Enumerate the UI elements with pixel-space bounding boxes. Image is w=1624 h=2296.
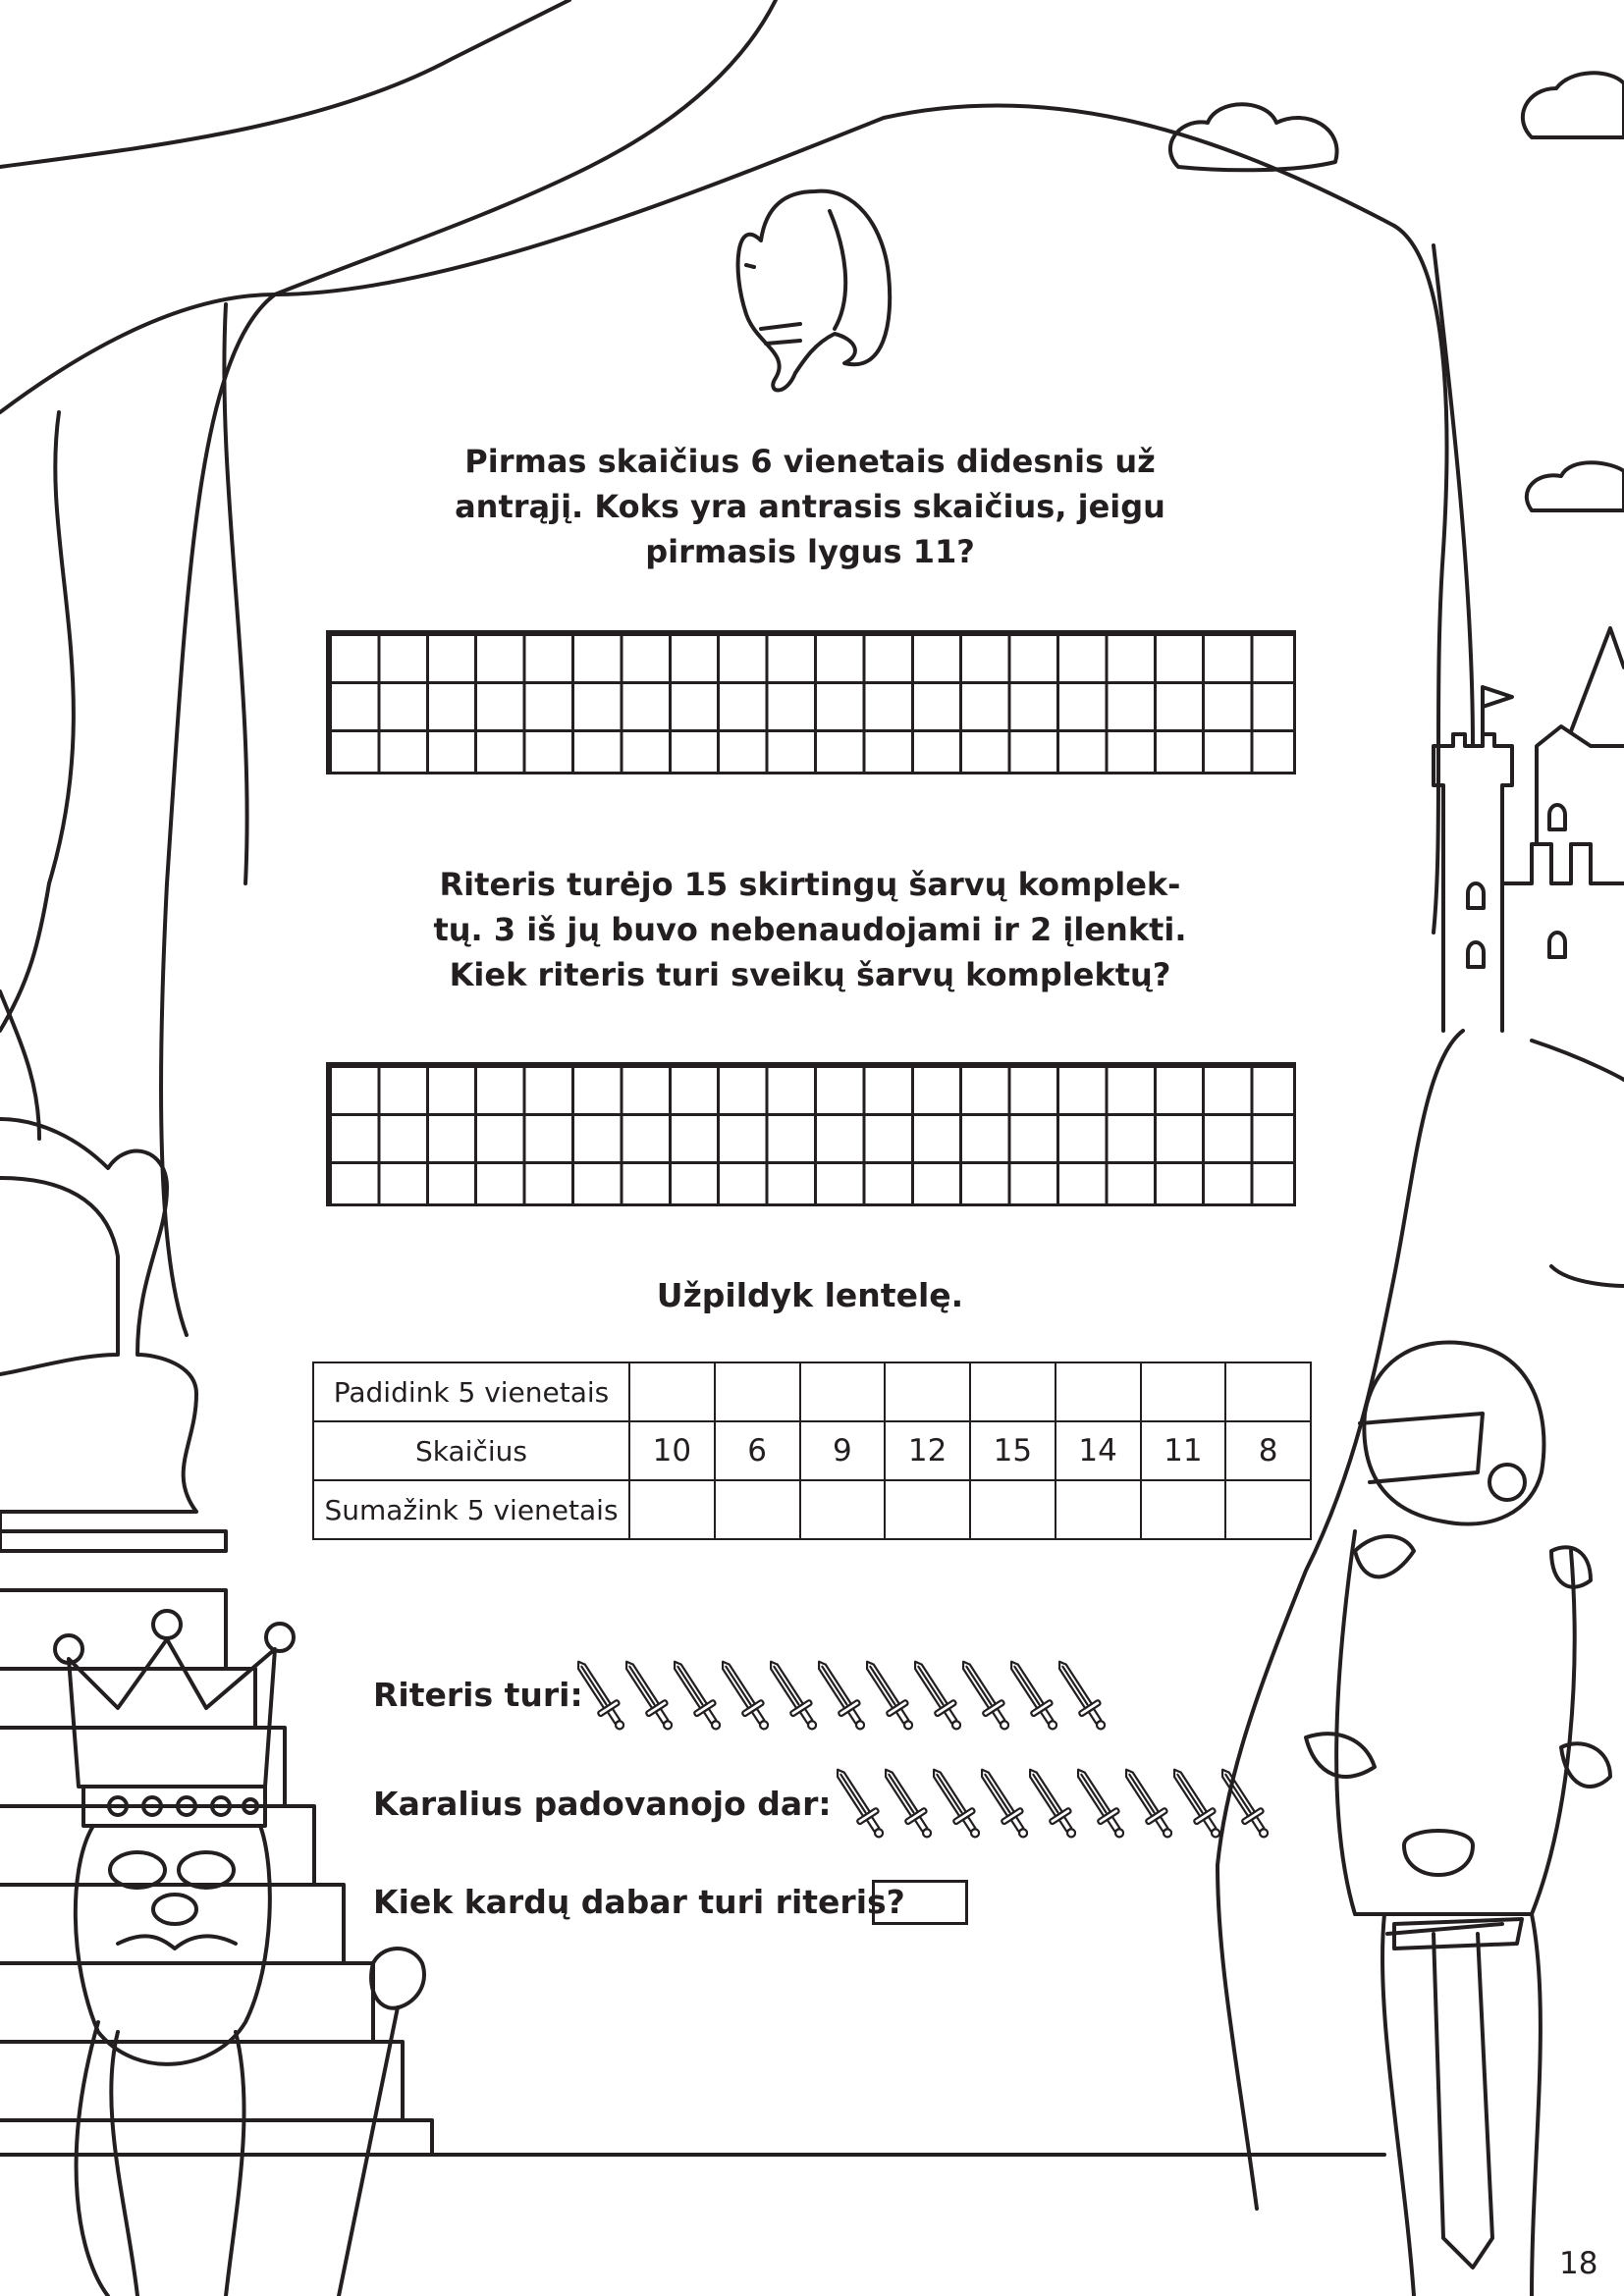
table-cell[interactable]: [1056, 1480, 1141, 1539]
table-cell: 12: [885, 1421, 970, 1480]
table-cell: 15: [970, 1421, 1056, 1480]
table-cell[interactable]: [629, 1480, 715, 1539]
king-gave-label: Karalius padovanojo dar:: [373, 1785, 832, 1823]
table-cell[interactable]: [970, 1362, 1056, 1421]
sword-icon: [625, 1653, 673, 1739]
table-cell: 11: [1141, 1421, 1226, 1480]
sword-icon: [722, 1653, 769, 1739]
problem-2-text: [393, 862, 1227, 997]
sword-icon: [1221, 1761, 1269, 1847]
table-cell: 14: [1056, 1421, 1141, 1480]
table-cell[interactable]: [885, 1362, 970, 1421]
elephant-icon: [738, 191, 891, 391]
sword-icon: [1125, 1761, 1172, 1847]
table-cell[interactable]: [629, 1362, 715, 1421]
sword-icon: [577, 1653, 624, 1739]
sword-icon: [818, 1653, 865, 1739]
king-swords-row: [837, 1761, 1269, 1849]
sword-icon: [866, 1653, 913, 1739]
knight-swords-row: [577, 1653, 1108, 1741]
problem-2-line-2: tų. 3 iš jų buvo nebenaudojami ir 2 įlenkti.: [433, 911, 1187, 948]
sword-icon: [1058, 1653, 1106, 1739]
table-cell: 9: [800, 1421, 886, 1480]
table-row-number: [313, 1421, 1311, 1480]
sword-icon: [770, 1653, 817, 1739]
sword-icon: [1029, 1761, 1076, 1847]
problem-1-answer-grid[interactable]: [326, 630, 1296, 774]
sword-icon: [1173, 1761, 1220, 1847]
table-cell[interactable]: [1225, 1480, 1311, 1539]
sword-icon: [933, 1761, 980, 1847]
knight-has-label: Riteris turi:: [373, 1676, 583, 1714]
table-cell[interactable]: [1141, 1362, 1226, 1421]
king-icon: [55, 1611, 424, 2296]
sword-icon: [981, 1761, 1028, 1847]
cloud-icon: [1170, 73, 1624, 510]
table-cell[interactable]: [715, 1480, 800, 1539]
problem-1-line-3: pirmasis lygus 11?: [645, 533, 975, 570]
sword-icon: [674, 1653, 721, 1739]
answer-box[interactable]: [872, 1880, 968, 1925]
sword-icon: [1010, 1653, 1057, 1739]
table-cell[interactable]: [885, 1480, 970, 1539]
question-label: Kiek kardų dabar turi riteris?: [373, 1883, 905, 1921]
table-cell: 6: [715, 1421, 800, 1480]
sword-icon: [914, 1653, 961, 1739]
problem-1-text: [393, 439, 1227, 574]
problem-2-line-1: Riteris turėjo 15 skirtingų šarvų komplek-: [439, 866, 1181, 903]
table-cell: 8: [1225, 1421, 1311, 1480]
table-cell[interactable]: [800, 1480, 886, 1539]
table-cell[interactable]: [800, 1362, 886, 1421]
problem-2-line-3: Kiek riteris turi sveikų šarvų komplektų?: [449, 956, 1171, 993]
sword-icon: [1077, 1761, 1124, 1847]
problem-1-line-1: Pirmas skaičius 6 vienetais didesnis už: [464, 443, 1156, 480]
sword-icon: [885, 1761, 932, 1847]
sword-icon: [837, 1761, 884, 1847]
page-number: 18: [1559, 2246, 1598, 2281]
table-cell[interactable]: [1056, 1362, 1141, 1421]
row-label: Skaičius: [313, 1421, 629, 1480]
problem-2-answer-grid[interactable]: [326, 1062, 1296, 1206]
table-row-increase: [313, 1362, 1311, 1421]
row-label: Padidink 5 vienetais: [313, 1362, 629, 1421]
table-title: Užpildyk lentelę.: [656, 1276, 964, 1314]
table-cell: 10: [629, 1421, 715, 1480]
problem-1-line-2: antrąjį. Koks yra antrasis skaičius, jeigu: [455, 488, 1165, 525]
table-cell[interactable]: [1225, 1362, 1311, 1421]
table-cell[interactable]: [715, 1362, 800, 1421]
fill-table: [312, 1362, 1312, 1540]
table-cell[interactable]: [970, 1480, 1056, 1539]
throne-icon: [0, 1119, 226, 1551]
row-label: Sumažink 5 vienetais: [313, 1480, 629, 1539]
sword-icon: [962, 1653, 1009, 1739]
stairs: [0, 1590, 432, 2155]
table-cell[interactable]: [1141, 1480, 1226, 1539]
table-row-decrease: [313, 1480, 1311, 1539]
